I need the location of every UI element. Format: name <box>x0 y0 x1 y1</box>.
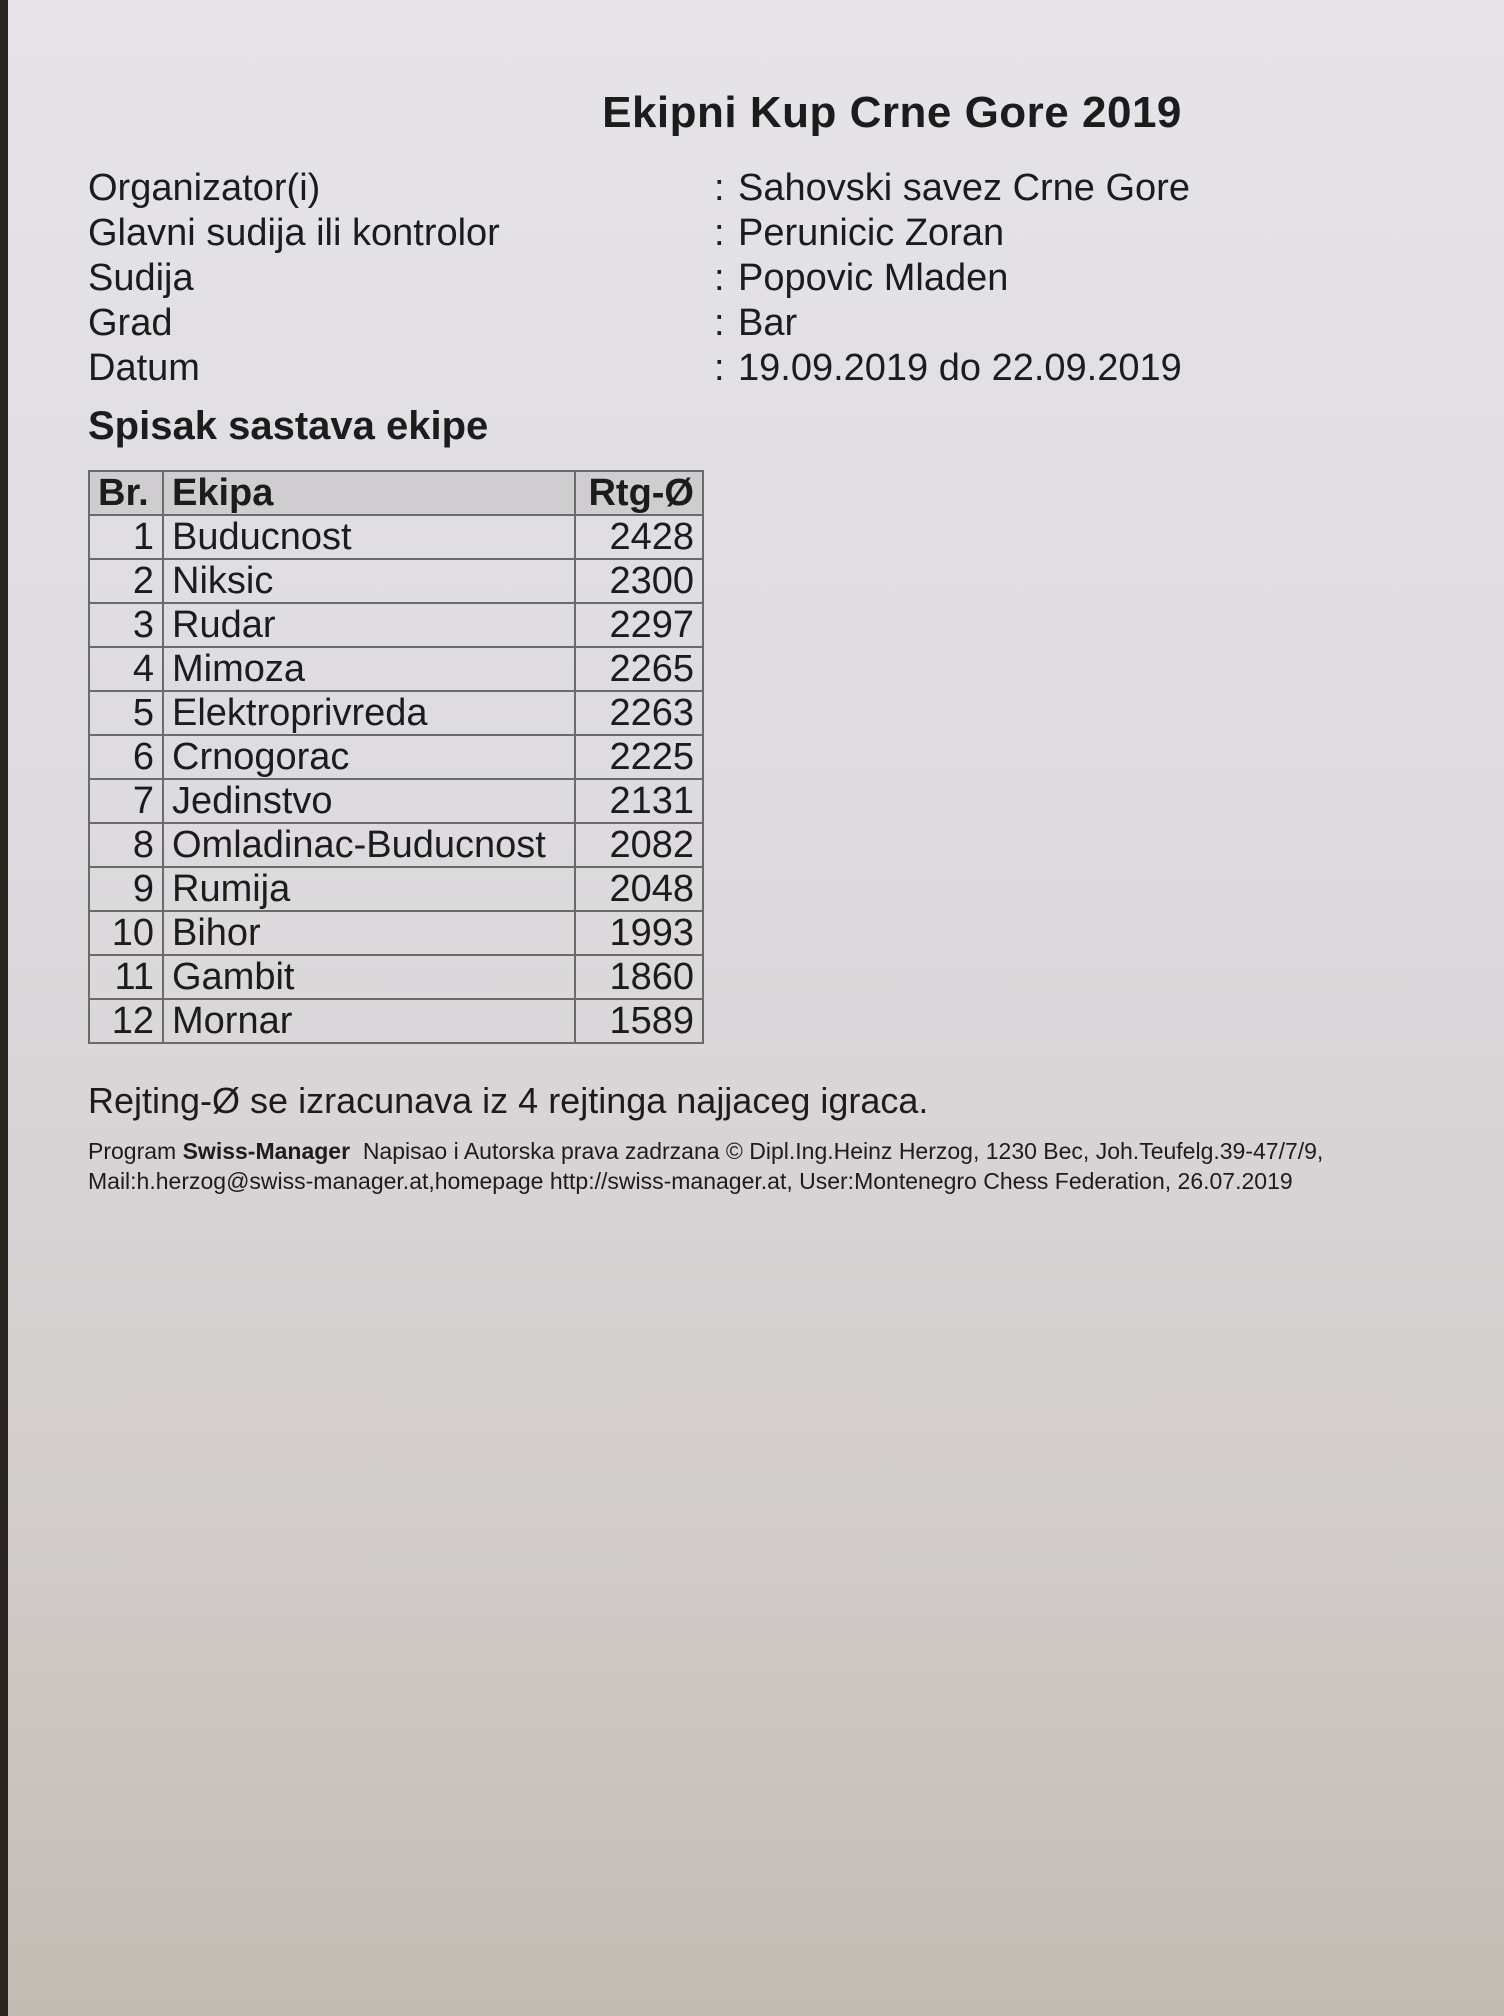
table-row <box>89 823 703 867</box>
info-row-organizer <box>88 166 1190 211</box>
cell-no: 1 <box>89 515 163 559</box>
cell-rating: 1589 <box>575 999 703 1043</box>
footer-program: Swiss-Manager <box>182 1138 351 1164</box>
footer <box>88 1136 1323 1196</box>
table-row <box>89 955 703 999</box>
info-separator: : <box>714 257 725 299</box>
footer-line-2: Mail:h.herzog@swiss-manager.at,homepage http://swiss-manager.at, User:Montenegro Chess Federation, 26.07.2019 <box>88 1168 1293 1194</box>
cell-rating: 2225 <box>575 735 703 779</box>
footer-prefix: Program <box>88 1138 183 1164</box>
info-label: Sudija <box>88 257 194 299</box>
cell-rating: 2428 <box>575 515 703 559</box>
info-value: 19.09.2019 do 22.09.2019 <box>738 347 1182 389</box>
cell-team: Mornar <box>163 999 575 1043</box>
info-label: Datum <box>88 347 200 389</box>
cell-rating: 2297 <box>575 603 703 647</box>
info-separator: : <box>714 302 725 344</box>
footer-copyright: Napisao i Autorska prava zadrzana © Dipl.Ing.Heinz Herzog, 1230 Bec, Joh.Teufelg.39-47/7/9, <box>350 1138 1324 1164</box>
cell-no: 7 <box>89 779 163 823</box>
table-row <box>89 691 703 735</box>
table-row <box>89 779 703 823</box>
cell-no: 11 <box>89 955 163 999</box>
info-label: Organizator(i) <box>88 167 321 209</box>
table-row <box>89 603 703 647</box>
header-team: Ekipa <box>163 471 575 515</box>
info-separator: : <box>714 347 725 389</box>
header-rating: Rtg-Ø <box>575 471 703 515</box>
table-row <box>89 647 703 691</box>
paper-sheet <box>8 0 1504 2016</box>
section-title: Spisak sastava ekipe <box>88 404 489 448</box>
info-value: Sahovski savez Crne Gore <box>738 167 1190 209</box>
cell-team: Bihor <box>163 911 575 955</box>
tournament-info <box>88 166 1190 391</box>
cell-team: Niksic <box>163 559 575 603</box>
cell-rating: 2263 <box>575 691 703 735</box>
info-value: Bar <box>738 302 798 344</box>
cell-no: 10 <box>89 911 163 955</box>
cell-rating: 2048 <box>575 867 703 911</box>
cell-team: Buducnost <box>163 515 575 559</box>
cell-team: Gambit <box>163 955 575 999</box>
cell-team: Rumija <box>163 867 575 911</box>
footer-line-1 <box>88 1136 1323 1166</box>
cell-no: 5 <box>89 691 163 735</box>
table-header-row <box>89 471 703 515</box>
document-title: Ekipni Kup Crne Gore 2019 <box>602 88 1182 137</box>
cell-rating: 1993 <box>575 911 703 955</box>
cell-no: 2 <box>89 559 163 603</box>
info-row-city <box>88 301 1190 346</box>
cell-no: 9 <box>89 867 163 911</box>
table-row <box>89 735 703 779</box>
cell-no: 8 <box>89 823 163 867</box>
table-row <box>89 515 703 559</box>
info-separator: : <box>714 212 725 254</box>
cell-no: 12 <box>89 999 163 1043</box>
cell-rating: 2131 <box>575 779 703 823</box>
cell-team: Omladinac-Buducnost <box>163 823 575 867</box>
cell-team: Elektroprivreda <box>163 691 575 735</box>
cell-rating: 1860 <box>575 955 703 999</box>
info-row-chief-arbiter <box>88 211 1190 256</box>
info-value: Popovic Mladen <box>738 257 1009 299</box>
teams-table <box>88 470 704 1044</box>
cell-team: Mimoza <box>163 647 575 691</box>
info-separator: : <box>714 167 725 209</box>
cell-rating: 2300 <box>575 559 703 603</box>
cell-team: Crnogorac <box>163 735 575 779</box>
rating-note: Rejting-Ø se izracunava iz 4 rejtinga najjaceg igraca. <box>88 1080 929 1121</box>
table-row <box>89 999 703 1043</box>
cell-no: 6 <box>89 735 163 779</box>
info-row-date <box>88 346 1190 391</box>
cell-rating: 2265 <box>575 647 703 691</box>
cell-no: 4 <box>89 647 163 691</box>
info-value: Perunicic Zoran <box>738 212 1005 254</box>
cell-team: Rudar <box>163 603 575 647</box>
table-row <box>89 867 703 911</box>
table-row <box>89 911 703 955</box>
cell-no: 3 <box>89 603 163 647</box>
cell-rating: 2082 <box>575 823 703 867</box>
header-no: Br. <box>89 471 163 515</box>
cell-team: Jedinstvo <box>163 779 575 823</box>
info-label: Glavni sudija ili kontrolor <box>88 212 500 254</box>
info-label: Grad <box>88 302 173 344</box>
info-row-arbiter <box>88 256 1190 301</box>
table-row <box>89 559 703 603</box>
